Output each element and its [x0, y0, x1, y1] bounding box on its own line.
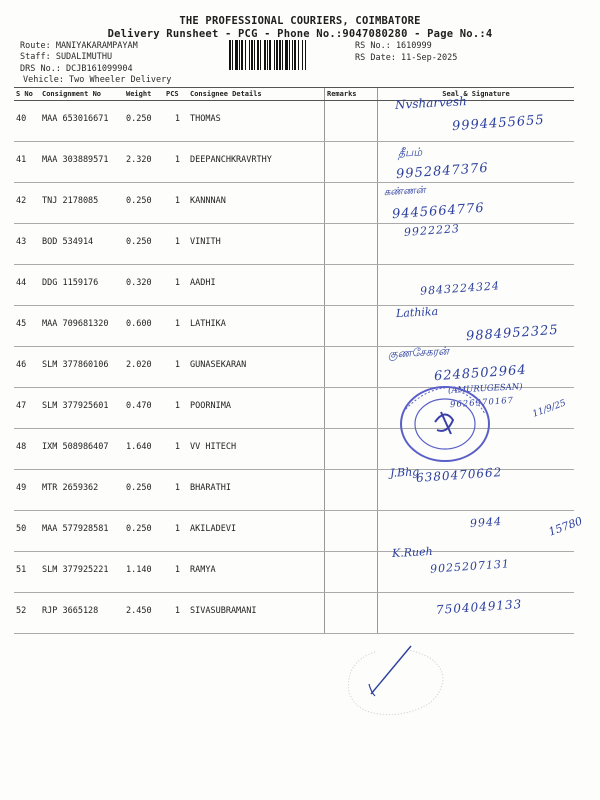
- row-sno: 46: [14, 347, 40, 388]
- row-weight: 0.250: [124, 511, 164, 552]
- table-row: [14, 142, 574, 183]
- row-consignee: DEEPANCHKRAVRTHY: [182, 142, 325, 183]
- row-consignee: LATHIKA: [182, 306, 325, 347]
- row-weight: 0.470: [124, 388, 164, 429]
- row-pcs: 1: [164, 429, 182, 470]
- row-remarks: [325, 347, 378, 388]
- row-remarks: [325, 306, 378, 347]
- row-pcs: 1: [164, 306, 182, 347]
- row-consignment: DDG 1159176: [40, 265, 124, 306]
- row-pcs: 1: [164, 265, 182, 306]
- row-consignment: MAA 653016671: [40, 101, 124, 142]
- row-consignment: SLM 377925601: [40, 388, 124, 429]
- handwritten-phone: 9843224324: [419, 279, 501, 298]
- row-sno: 48: [14, 429, 40, 470]
- handwritten-phone: 9025207131: [429, 557, 511, 576]
- col-remarks: Remarks: [325, 88, 378, 101]
- row-consignee: VINITH: [182, 224, 325, 265]
- handwritten-phone: 6380470662: [415, 465, 503, 485]
- col-signature: Seal & Signature: [378, 88, 575, 101]
- handwritten-phone: 6248502964: [433, 362, 528, 385]
- handwritten-name: குணசேகரன்: [387, 344, 450, 361]
- row-weight: 0.600: [124, 306, 164, 347]
- row-consignee: POORNIMA: [182, 388, 325, 429]
- handwritten-name: தீபம்: [397, 145, 423, 160]
- drs-label: DRS No.: DCJB161099904: [20, 64, 133, 74]
- row-consignee: KANNNAN: [182, 183, 325, 224]
- row-pcs: 1: [164, 142, 182, 183]
- row-weight: 1.640: [124, 429, 164, 470]
- row-sno: 45: [14, 306, 40, 347]
- row-consignee: RAMYA: [182, 552, 325, 593]
- handwritten-name: Nvsharvesh: [394, 94, 468, 112]
- col-consignment: Consignment No: [40, 88, 124, 101]
- row-consignee: THOMAS: [182, 101, 325, 142]
- row-consignment: MTR 2659362: [40, 470, 124, 511]
- row-weight: 1.140: [124, 552, 164, 593]
- row-remarks: [325, 429, 378, 470]
- row-consignment: MAA 709681320: [40, 306, 124, 347]
- row-weight: 0.250: [124, 224, 164, 265]
- row-remarks: [325, 552, 378, 593]
- company-title: THE PROFESSIONAL COURIERS, COIMBATORE: [179, 15, 421, 27]
- handwritten-phone: 9952847376: [395, 160, 490, 183]
- barcode: [229, 40, 351, 70]
- row-sno: 44: [14, 265, 40, 306]
- row-remarks: [325, 470, 378, 511]
- row-consignee: SIVASUBRAMANI: [182, 593, 325, 634]
- row-consignee: AKILADEVI: [182, 511, 325, 552]
- table-row: [14, 224, 574, 265]
- row-pcs: 1: [164, 552, 182, 593]
- handwritten-date: 11/9/25: [531, 398, 568, 420]
- row-weight: 0.250: [124, 183, 164, 224]
- row-pcs: 1: [164, 511, 182, 552]
- row-sno: 51: [14, 552, 40, 593]
- row-pcs: 1: [164, 593, 182, 634]
- row-weight: 0.250: [124, 470, 164, 511]
- row-consignment: TNJ 2178085: [40, 183, 124, 224]
- row-consignee: BHARATHI: [182, 470, 325, 511]
- runsheet-subtitle: Delivery Runsheet - PCG - Phone No.:9047080280 - Page No.:4: [107, 28, 493, 40]
- row-remarks: [325, 183, 378, 224]
- row-pcs: 1: [164, 183, 182, 224]
- row-weight: 2.020: [124, 347, 164, 388]
- row-sno: 40: [14, 101, 40, 142]
- staff-label: Staff: SUDALIMUTHU: [20, 52, 113, 62]
- row-weight: 2.450: [124, 593, 164, 634]
- handwritten-name: Lathika: [395, 304, 439, 321]
- row-remarks: [325, 101, 378, 142]
- table-header-row: [14, 88, 574, 101]
- row-pcs: 1: [164, 101, 182, 142]
- bottom-signature-mark: [335, 640, 465, 720]
- row-sno: 43: [14, 224, 40, 265]
- row-sno: 47: [14, 388, 40, 429]
- rs-number: RS No.: 1610999: [355, 41, 432, 51]
- runsheet-table: [14, 87, 574, 634]
- handwritten-name: (AMURUGESAN): [447, 382, 523, 396]
- row-pcs: 1: [164, 347, 182, 388]
- handwritten-phone: 9445664776: [391, 200, 486, 223]
- col-pcs: PCS: [164, 88, 182, 101]
- row-sno: 49: [14, 470, 40, 511]
- handwritten-note: 15780: [546, 514, 585, 539]
- row-weight: 0.250: [124, 101, 164, 142]
- row-consignment: RJP 3665128: [40, 593, 124, 634]
- route-label: Route: MANIYAKARAMPAYAM: [20, 41, 138, 51]
- row-weight: 0.320: [124, 265, 164, 306]
- handwritten-phone: 9626970167: [449, 395, 515, 411]
- row-sno: 50: [14, 511, 40, 552]
- row-pcs: 1: [164, 224, 182, 265]
- handwritten-phone: 9944: [469, 514, 503, 531]
- handwritten-name: J.Bhg: [389, 465, 420, 480]
- handwritten-phone: 9922223: [403, 222, 461, 239]
- row-weight: 2.320: [124, 142, 164, 183]
- row-consignment: MAA 303889571: [40, 142, 124, 183]
- row-consignment: SLM 377860106: [40, 347, 124, 388]
- row-sno: 52: [14, 593, 40, 634]
- row-pcs: 1: [164, 388, 182, 429]
- row-sno: 42: [14, 183, 40, 224]
- row-consignee: AADHI: [182, 265, 325, 306]
- row-sno: 41: [14, 142, 40, 183]
- row-remarks: [325, 511, 378, 552]
- col-sno: S No: [14, 88, 40, 101]
- row-remarks: [325, 142, 378, 183]
- row-consignee: VV HITECH: [182, 429, 325, 470]
- row-consignment: IXM 508986407: [40, 429, 124, 470]
- handwritten-phone: 9994455655: [451, 112, 546, 135]
- row-consignee: GUNASEKARAN: [182, 347, 325, 388]
- row-remarks: [325, 388, 378, 429]
- table-row: [14, 183, 574, 224]
- row-remarks: [325, 224, 378, 265]
- row-remarks: [325, 593, 378, 634]
- col-weight: Weight: [124, 88, 164, 101]
- row-consignment: MAA 577928581: [40, 511, 124, 552]
- row-remarks: [325, 265, 378, 306]
- row-consignment: SLM 377925221: [40, 552, 124, 593]
- col-consignee: Consignee Details: [182, 88, 325, 101]
- handwritten-phone: 9884952325: [465, 322, 560, 345]
- vehicle-label: Vehicle: Two Wheeler Delivery: [23, 75, 172, 85]
- seal-stamp: [395, 382, 491, 464]
- rs-date: RS Date: 11-Sep-2025: [355, 53, 458, 63]
- row-pcs: 1: [164, 470, 182, 511]
- handwritten-phone: 7504049133: [435, 597, 523, 617]
- handwritten-name: K.Rueh: [391, 544, 433, 561]
- row-consignment: BOD 534914: [40, 224, 124, 265]
- handwritten-name: கண்ணன்: [383, 184, 426, 199]
